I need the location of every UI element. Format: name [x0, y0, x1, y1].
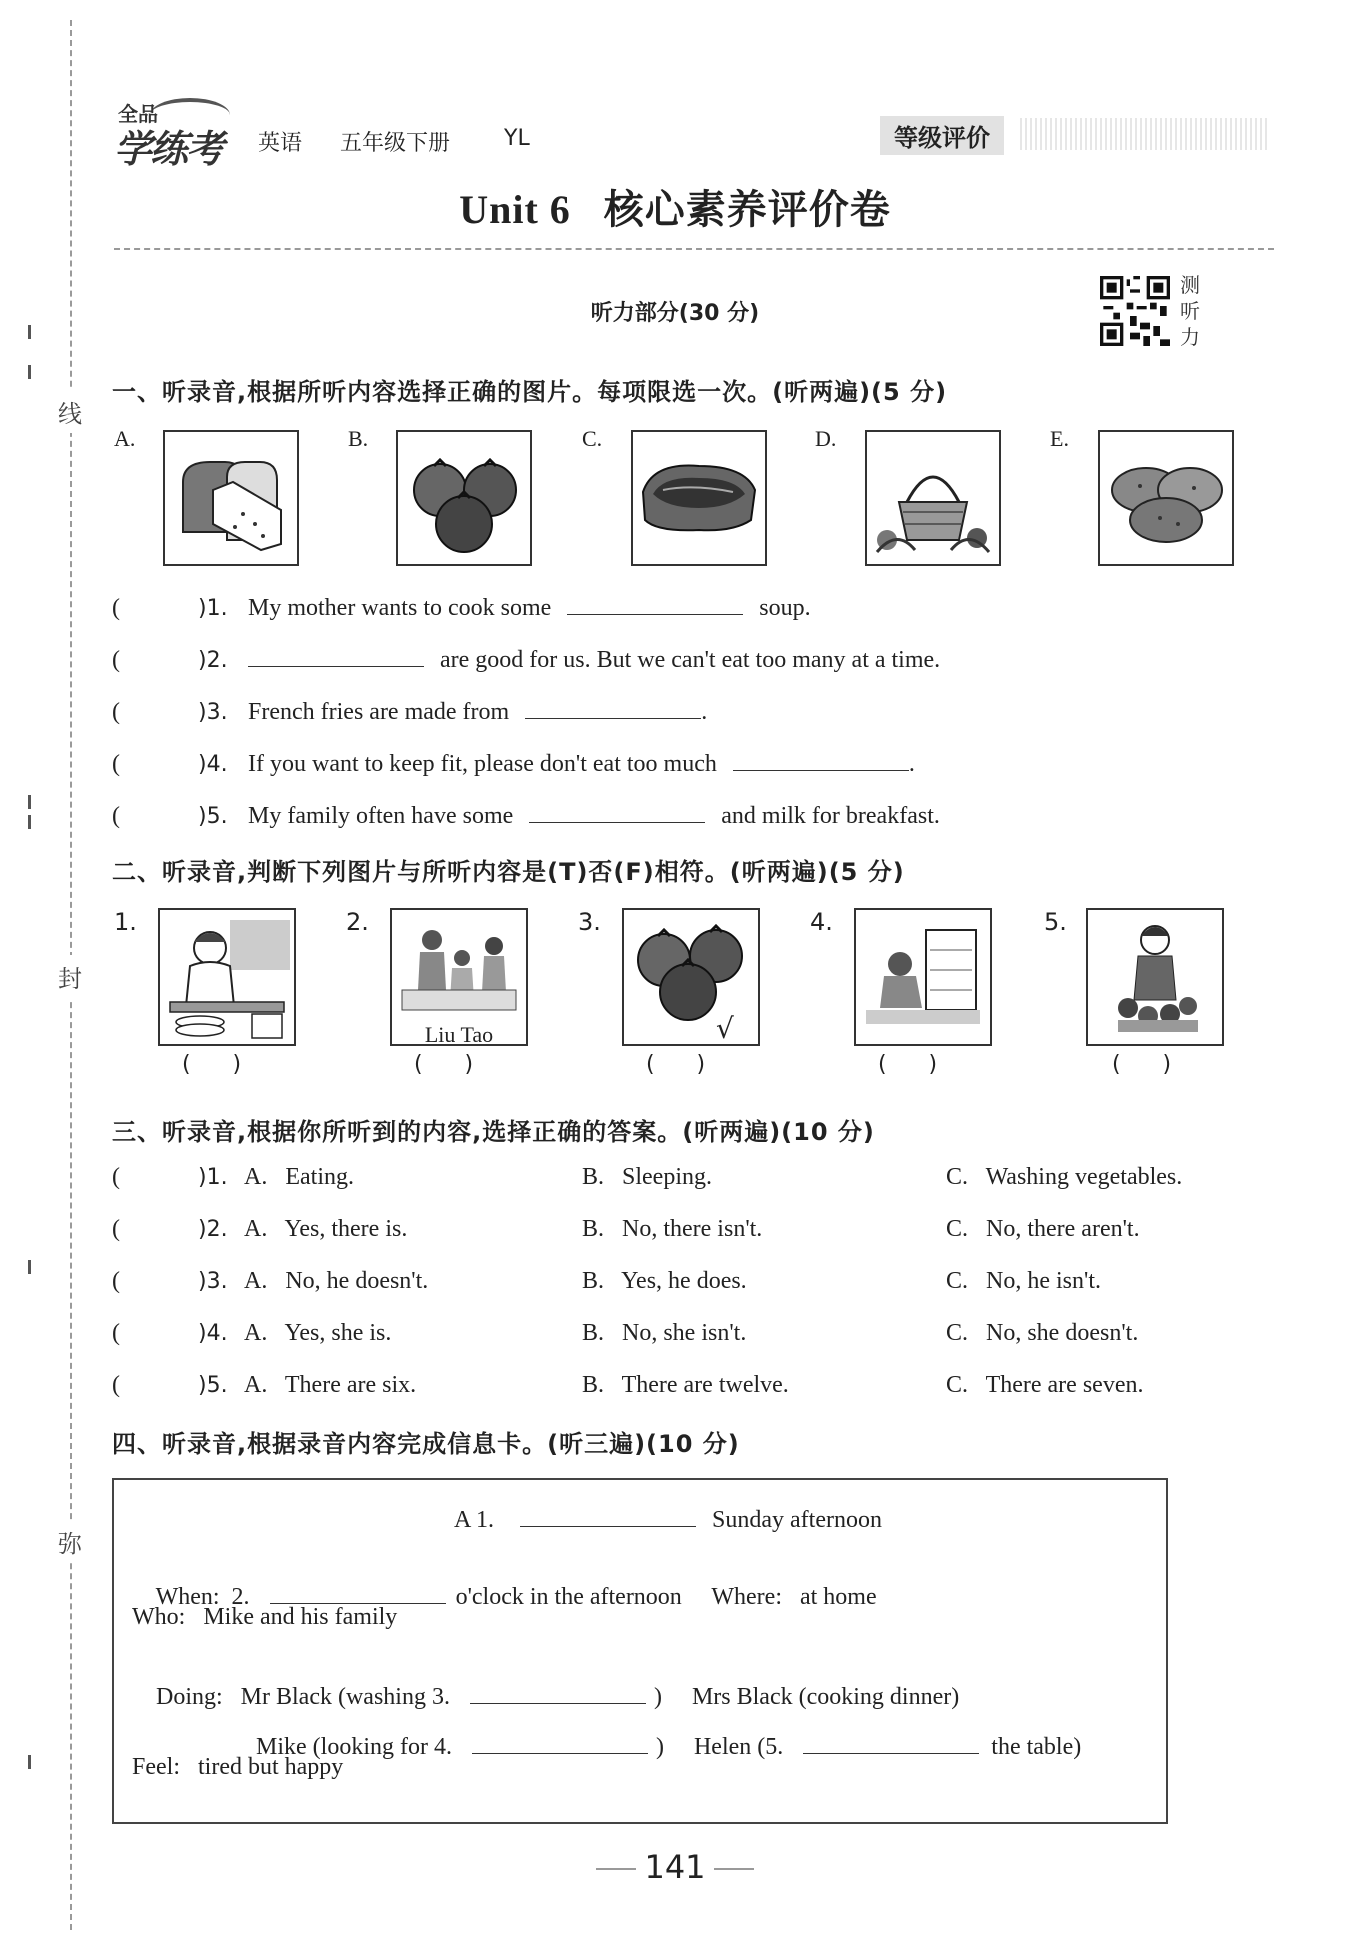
header-grade: 五年级下册 — [340, 131, 451, 156]
page-number: 141 — [644, 1848, 706, 1886]
pic-letter-a: A. — [114, 426, 136, 451]
picture-vegetable-basket — [865, 430, 1001, 566]
option-c[interactable]: C. Washing vegetables. — [946, 1164, 1183, 1190]
picture-potatoes — [1098, 430, 1234, 566]
part1-question-3: ( )3. French fries are made from . — [112, 696, 707, 726]
part3-question-3: ( )3. A. No, he doesn't. B. Yes, he does. C. No, he isn't. — [112, 1268, 1101, 1294]
info-card — [112, 1478, 1168, 1824]
option-a[interactable]: A. Yes, there is. — [244, 1216, 408, 1242]
option-b[interactable]: B. There are twelve. — [582, 1372, 789, 1398]
option-c[interactable]: C. No, she doesn't. — [946, 1320, 1139, 1346]
tf-answer-paren-4[interactable]: ( ) — [878, 1052, 938, 1077]
section-title: 听力部分(30 分) — [590, 301, 760, 326]
part1-heading: 一、听录音,根据所听内容选择正确的图片。每项限选一次。(听两遍)(5 分) — [112, 378, 948, 406]
binding-mark — [28, 365, 31, 379]
qr-code-icon[interactable] — [1100, 276, 1170, 346]
option-b[interactable]: B. No, there isn't. — [582, 1216, 763, 1242]
tomatoes-icon — [398, 432, 530, 564]
binding-mark — [28, 795, 31, 809]
picture-bread — [163, 430, 299, 566]
option-b[interactable]: B. No, she isn't. — [582, 1320, 747, 1346]
binding-label-seal-edge: 弥 — [58, 1520, 82, 1563]
part1-question-2: ( )2. are good for us. But we can't eat too many at a time. — [112, 644, 940, 674]
answer-blank[interactable] — [525, 696, 701, 719]
option-c[interactable]: C. No, there aren't. — [946, 1216, 1140, 1242]
answer-blank[interactable] — [270, 1581, 446, 1604]
answer-blank[interactable] — [520, 1504, 696, 1527]
tf-picture-4 — [854, 908, 992, 1046]
pic-letter-e: E. — [1050, 426, 1069, 451]
answer-blank[interactable] — [733, 748, 909, 771]
part3-question-2: ( )2. A. Yes, there is. B. No, there isn't. C. No, there aren't. — [112, 1216, 1140, 1242]
option-a[interactable]: A. Yes, she is. — [244, 1320, 392, 1346]
header-edition: YL — [504, 126, 530, 151]
meat-icon — [633, 432, 765, 564]
binding-label-line: 线 — [58, 390, 82, 433]
boy-washing-dishes-icon — [160, 910, 294, 1044]
tf-number-5: 5. — [1044, 908, 1067, 936]
card-line-4: Doing: Mr Black (washing 3. ) Mrs Black (cooking dinner) — [132, 1654, 959, 1738]
page-number-dash — [596, 1868, 636, 1870]
grade-badge: 等级评价 — [880, 116, 1004, 155]
option-c[interactable]: C. There are seven. — [946, 1372, 1144, 1398]
card-line-2: When: 2. o'clock in the afternoon Where: at home — [132, 1554, 877, 1638]
logo-main-text: 学练考 — [114, 127, 223, 171]
binding-mark — [28, 1260, 31, 1274]
tf-number-3: 3. — [578, 908, 601, 936]
card-line-5: Mike (looking for 4. ) Helen (5. the table) — [232, 1704, 1081, 1788]
pic-letter-b: B. — [348, 426, 369, 451]
answer-blank[interactable] — [248, 644, 424, 667]
tomatoes-icon — [624, 910, 758, 1044]
tf-answer-paren-3[interactable]: ( ) — [646, 1052, 706, 1077]
header-subject: 英语 — [258, 131, 303, 156]
binding-mark — [28, 815, 31, 829]
part3-heading: 三、听录音,根据你所听到的内容,选择正确的答案。(听两遍)(10 分) — [112, 1118, 875, 1146]
bread-icon — [165, 432, 297, 564]
answer-blank[interactable] — [803, 1731, 979, 1754]
tf-caption-3: √ — [716, 1012, 734, 1045]
header-stripe — [1020, 118, 1270, 150]
logo-top-text: 全品 — [118, 102, 158, 126]
card-line-6: Feel: tired but happy — [132, 1754, 344, 1780]
tf-number-2: 2. — [346, 908, 369, 936]
tf-picture-5 — [1086, 908, 1224, 1046]
pic-letter-c: C. — [582, 426, 603, 451]
boy-watering-flowers-icon — [1088, 910, 1222, 1044]
page-number-dash — [714, 1868, 754, 1870]
page-number-row — [0, 1848, 1350, 1886]
part2-heading: 二、听录音,判断下列图片与所听内容是(T)否(F)相符。(听两遍)(5 分) — [112, 858, 905, 886]
part1-question-4: ( )4. If you want to keep fit, please don't eat too much . — [112, 748, 915, 778]
part3-question-1: ( )1. A. Eating. B. Sleeping. C. Washing vegetables. — [112, 1164, 1183, 1190]
binding-mark — [28, 325, 31, 339]
binding-label-seal: 封 — [58, 955, 82, 998]
tf-number-4: 4. — [810, 908, 833, 936]
header-separator — [114, 248, 1274, 250]
tf-caption-2: Liu Tao — [424, 1022, 494, 1047]
picture-tomatoes — [396, 430, 532, 566]
binding-mark — [28, 1755, 31, 1769]
potatoes-icon — [1100, 432, 1232, 564]
answer-blank[interactable] — [529, 800, 705, 823]
vegetable-basket-icon — [867, 432, 999, 564]
answer-blank[interactable] — [470, 1681, 646, 1704]
answer-blank[interactable] — [472, 1731, 648, 1754]
option-b[interactable]: B. Sleeping. — [582, 1164, 712, 1190]
page-title: Unit 6 核心素养评价卷 — [459, 187, 891, 232]
option-a[interactable]: A. Eating. — [244, 1164, 354, 1190]
part1-question-1: ( )1. My mother wants to cook some soup. — [112, 592, 811, 622]
card-line-3: Who: Mike and his family — [132, 1604, 398, 1630]
part1-question-5: ( )5. My family often have some and milk for breakfast. — [112, 800, 940, 830]
option-c[interactable]: C. No, he isn't. — [946, 1268, 1101, 1294]
tf-picture-3 — [622, 908, 760, 1046]
qr-label: 测听力 — [1180, 273, 1200, 349]
tf-picture-1 — [158, 908, 296, 1046]
tf-answer-paren-5[interactable]: ( ) — [1112, 1052, 1172, 1077]
part3-question-4: ( )4. A. Yes, she is. B. No, she isn't. C. No, she doesn't. — [112, 1320, 1139, 1346]
option-a[interactable]: A. No, he doesn't. — [244, 1268, 429, 1294]
part3-question-5: ( )5. A. There are six. B. There are twelve. C. There are seven. — [112, 1372, 1144, 1398]
answer-blank[interactable] — [567, 592, 743, 615]
tf-answer-paren-1[interactable]: ( ) — [182, 1052, 242, 1077]
card-line-1: A 1. Sunday afternoon — [454, 1504, 882, 1534]
option-b[interactable]: B. Yes, he does. — [582, 1268, 747, 1294]
option-a[interactable]: A. There are six. — [244, 1372, 417, 1398]
picture-meat — [631, 430, 767, 566]
tf-picture-2 — [390, 908, 528, 1046]
pic-letter-d: D. — [815, 426, 837, 451]
fridge-icon — [856, 910, 990, 1044]
tf-number-1: 1. — [114, 908, 137, 936]
tf-answer-paren-2[interactable]: ( ) — [414, 1052, 474, 1077]
part4-heading: 四、听录音,根据录音内容完成信息卡。(听三遍)(10 分) — [112, 1430, 740, 1458]
